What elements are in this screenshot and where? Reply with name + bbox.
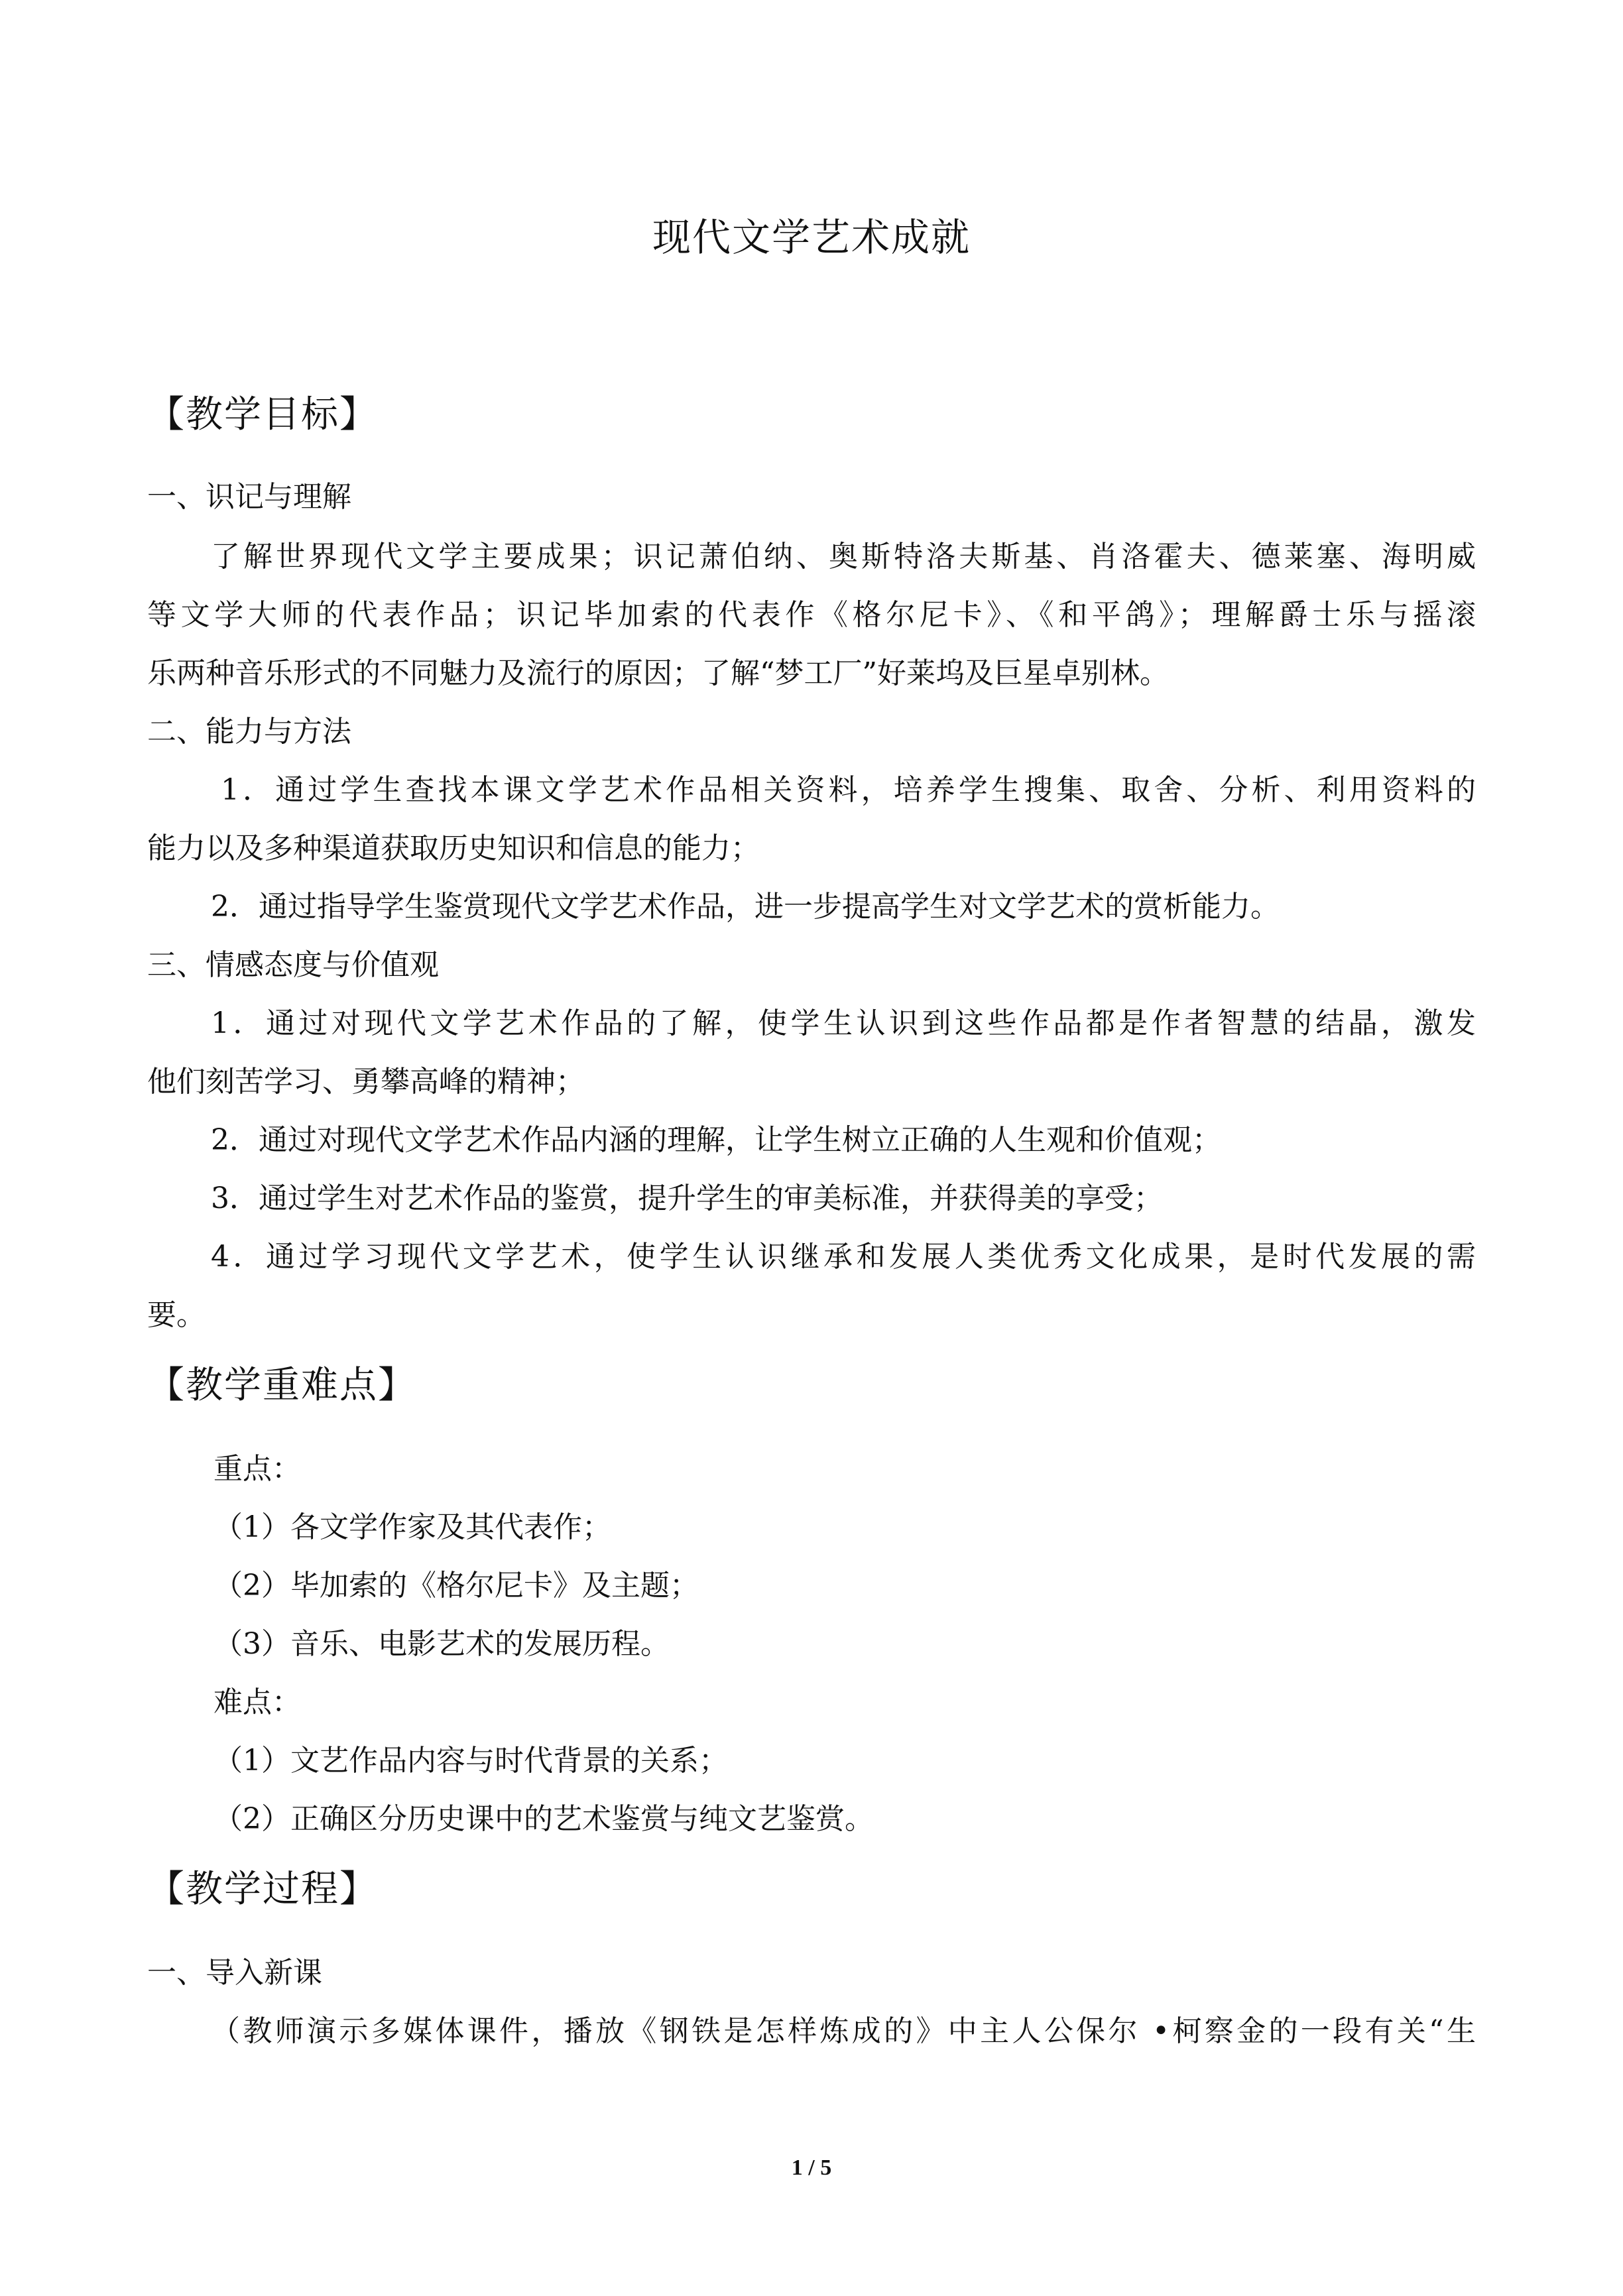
section-heading-key-points: 【教学重难点】 <box>147 1364 416 1407</box>
objectives-part1-line: 了解世界现代文学主要成果；识记萧伯纳、奥斯特洛夫斯基、肖洛霍夫、德莱塞、海明威 <box>211 540 1476 574</box>
difficult-point-item: （2）正确区分历史课中的艺术鉴赏与纯文艺鉴赏。 <box>213 1802 874 1836</box>
objectives-part2-line: 2．通过指导学生鉴赏现代文学艺术作品，进一步提高学生对文学艺术的赏析能力。 <box>211 890 1280 924</box>
objectives-part3-line: 4．通过学习现代文学艺术，使学生认识继承和发展人类优秀文化成果，是时代发展的需 <box>211 1240 1476 1274</box>
section-heading-objectives: 【教学目标】 <box>147 393 378 436</box>
objectives-part3-line: 要。 <box>147 1298 206 1332</box>
key-points-label: 重点： <box>213 1452 301 1486</box>
key-point-item: （1）各文学作家及其代表作； <box>213 1510 611 1544</box>
process-part1-line: （教师演示多媒体课件，播放《钢铁是怎样炼成的》中主人公保尔 •柯察金的一段有关“生 <box>211 2014 1476 2048</box>
objectives-part1-line: 等文学大师的代表作品；识记毕加索的代表作《格尔尼卡》、《和平鸽》；理解爵士乐与摇滚 <box>147 598 1476 632</box>
key-point-item: （2）毕加索的《格尔尼卡》及主题； <box>213 1569 699 1602</box>
process-part1-title: 一、导入新课 <box>147 1956 322 1990</box>
objectives-part2-line: 1．通过学生查找本课文学艺术作品相关资料，培养学生搜集、取舍、分析、利用资料的 <box>221 773 1476 807</box>
objectives-part1-title: 一、识记与理解 <box>147 480 351 514</box>
page-number: 1 / 5 <box>791 2155 832 2180</box>
objectives-part3-line: 3．通过学生对艺术作品的鉴赏，提升学生的审美标准，并获得美的享受； <box>211 1181 1163 1215</box>
objectives-part2-line: 能力以及多种渠道获取历史知识和信息的能力； <box>147 831 760 865</box>
difficult-point-item: （1）文艺作品内容与时代背景的关系； <box>213 1744 728 1778</box>
key-point-item: （3）音乐、电影艺术的发展历程。 <box>213 1627 670 1661</box>
difficult-points-label: 难点： <box>213 1685 301 1719</box>
objectives-part2-title: 二、能力与方法 <box>147 715 351 749</box>
objectives-part1-line: 乐两种音乐形式的不同魅力及流行的原因；了解“梦工厂”好莱坞及巨星卓别林。 <box>147 656 1169 690</box>
objectives-part3-line: 他们刻苦学习、勇攀高峰的精神； <box>147 1065 585 1099</box>
document-title: 现代文学艺术成就 <box>652 215 971 260</box>
objectives-part3-line: 1．通过对现代文学艺术作品的了解，使学生认识到这些作品都是作者智慧的结晶，激发 <box>211 1006 1476 1040</box>
section-heading-process: 【教学过程】 <box>147 1868 378 1911</box>
objectives-part3-line: 2．通过对现代文学艺术作品内涵的理解，让学生树立正确的人生观和价值观； <box>211 1123 1221 1157</box>
objectives-part3-title: 三、情感态度与价值观 <box>147 948 439 982</box>
